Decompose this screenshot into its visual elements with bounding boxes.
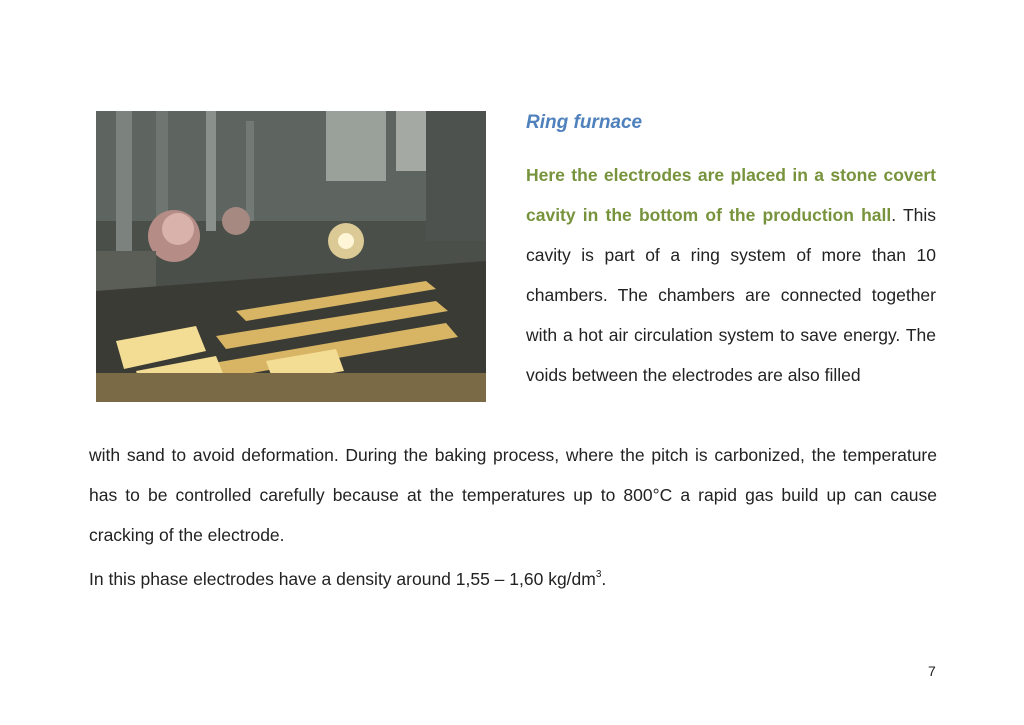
density-superscript: 3 (595, 569, 602, 580)
page-number: 7 (928, 663, 936, 679)
density-end: . (601, 569, 607, 589)
density-statement (89, 560, 606, 594)
density-text: In this phase electrodes have a density around 1,55 – 1,60 kg/dm (89, 569, 596, 589)
section-heading: Ring furnace (526, 112, 643, 133)
paragraph-right-column (526, 155, 936, 395)
paragraph-continuation (89, 435, 937, 555)
highlight-text: Here the electrodes are placed in a stone covert cavity in the bottom of the production hall (526, 165, 936, 225)
continuation-text: with sand to avoid deformation. During the baking process, where the pitch is carbonized, the temperature has to be controlled carefully because at the temperatures up to 800°C a rapid gas build up can cause cracking of the electrode. (89, 445, 937, 545)
furnace-illustration (96, 111, 486, 402)
ring-furnace-photo (96, 111, 486, 402)
paragraph-text: . This cavity is part of a ring system of more than 10 chambers. The chambers are connected together with a hot air circulation system to save energy. The voids between the electrodes are also filled (526, 205, 936, 385)
